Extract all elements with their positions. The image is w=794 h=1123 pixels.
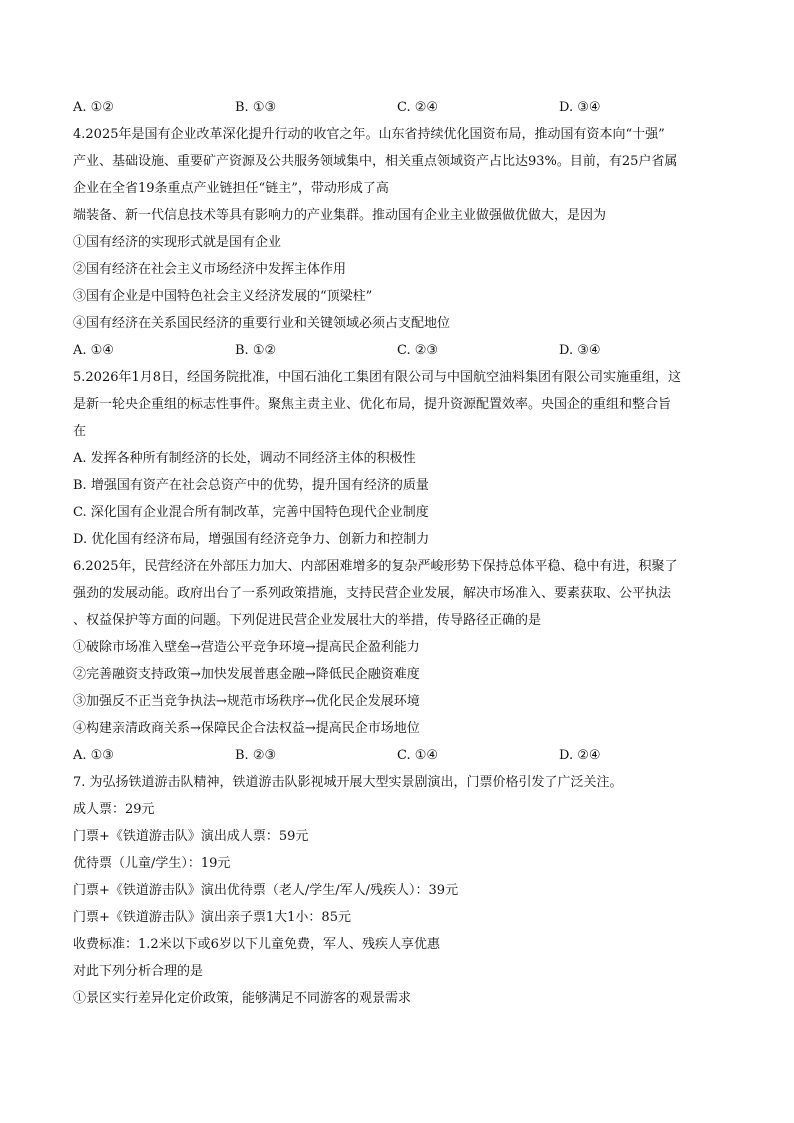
q6-options <box>73 742 723 769</box>
q3-option-d: D. ③④ <box>559 100 601 115</box>
q4-item-3: ③国有企业是中国特色社会主义经济发展的“顶梁柱” <box>73 289 373 304</box>
q6-option-a: A. ①③ <box>73 748 114 763</box>
q7-item-1: ①景区实行差异化定价政策，能够满足不同游客的观景需求 <box>73 991 412 1006</box>
q6-option-d: D. ②④ <box>559 748 601 763</box>
q6-option-b: B. ②③ <box>235 748 277 763</box>
q5-option-b: B. 增强国有资产在社会总资产中的优势，提升国有经济的质量 <box>73 478 429 493</box>
q6-item-1: ①破除市场准入壁垒→营造公平竞争环境→提高民企盈利能力 <box>73 640 420 655</box>
q6-item-3: ③加强反不正当竞争执法→规范市场秩序→优化民企发展环境 <box>73 694 420 709</box>
question-7 <box>73 769 723 1012</box>
q4-stem-line: 端装备、新一代信息技术等具有影响力的产业集群。推动国有企业主业做强做优做大，是因为 <box>73 208 607 223</box>
q4-stem-line: 企业在全省19条重点产业链担任“链主”，带动形成了高 <box>73 181 389 196</box>
q6-option-c: C. ①④ <box>397 748 439 763</box>
q7-prompt: 对此下列分析合理的是 <box>73 964 204 979</box>
question-5 <box>73 364 723 553</box>
q6-stem-line: 、权益保护等方面的问题。下列促进民营企业发展壮大的举措，传导路径正确的是 <box>73 613 542 628</box>
q3-options <box>73 94 723 121</box>
q6-item-2: ②完善融资支持政策→加快发展普惠金融→降低民企融资难度 <box>73 667 420 682</box>
q4-option-d: D. ③④ <box>559 343 601 358</box>
q3-option-c: C. ②④ <box>397 100 439 115</box>
q4-option-c: C. ②③ <box>397 343 439 358</box>
q5-stem-line: 在 <box>73 424 87 439</box>
q5-stem-line: 5.2026年1月8日，经国务院批准，中国石油化工集团有限公司与中国航空油料集团有限公司实施重组，这 <box>73 370 682 385</box>
q6-item-4: ④构建亲清政商关系→保障民企合法权益→提高民企市场地位 <box>73 721 420 736</box>
q7-stem: 7. 为弘扬铁道游击队精神，铁道游击队影视城开展大型实景剧演出，门票价格引发了广泛关注。 <box>73 775 623 790</box>
q4-item-4: ④国有经济在关系国民经济的重要行业和关键领域必须占支配地位 <box>73 316 451 331</box>
q5-option-d: D. 优化国有经济布局，增强国有经济竞争力、创新力和控制力 <box>73 532 430 547</box>
q7-price-info: 收费标准：1.2米以下或6岁以下儿童免费，军人、残疾人享优惠 <box>73 937 440 952</box>
question-6 <box>73 553 723 769</box>
q7-price-info: 门票+《铁道游击队》演出亲子票1大1小：85元 <box>73 910 351 925</box>
q4-option-a: A. ①④ <box>73 343 114 358</box>
q6-stem-line: 强劲的发展动能。政府出台了一系列政策措施，支持民营企业发展，解决市场准入、要素获取、公平执法 <box>73 586 672 601</box>
q7-price-info: 门票+《铁道游击队》演出成人票：59元 <box>73 829 309 844</box>
q4-option-b: B. ①② <box>235 343 277 358</box>
q4-stem-line: 产业、基础设施、重要矿产资源及公共服务领域集中，相关重点领域资产占比达93%。目前，有25户省属 <box>73 154 678 169</box>
q4-stem-line: 4.2025年是国有企业改革深化提升行动的收官之年。山东省持续优化国资布局，推动国有资本向“十强” <box>73 127 665 142</box>
question-4 <box>73 121 723 364</box>
q7-price-info: 成人票：29元 <box>73 802 155 817</box>
q5-stem-line: 是新一轮央企重组的标志性事件。聚焦主责主业、优化布局，提升资源配置效率。央国企的重组和整合旨 <box>73 397 672 412</box>
q6-stem-line: 6.2025年，民营经济在外部压力加大、内部困难增多的复杂严峻形势下保持总体平稳、稳中有进，积聚了 <box>73 559 678 574</box>
q5-option-a: A. 发挥各种所有制经济的长处，调动不同经济主体的积极性 <box>73 451 416 466</box>
q4-options <box>73 337 723 364</box>
page-content <box>73 94 723 1012</box>
q3-option-a: A. ①② <box>73 100 114 115</box>
q7-price-info: 门票+《铁道游击队》演出优待票（老人/学生/军人/残疾人）：39元 <box>73 883 459 898</box>
q4-item-2: ②国有经济在社会主义市场经济中发挥主体作用 <box>73 262 347 277</box>
q4-item-1: ①国有经济的实现形式就是国有企业 <box>73 235 282 250</box>
q7-price-info: 优待票（儿童/学生）：19元 <box>73 856 231 871</box>
q3-option-b: B. ①③ <box>235 100 277 115</box>
q5-option-c: C. 深化国有企业混合所有制改革，完善中国特色现代企业制度 <box>73 505 429 520</box>
